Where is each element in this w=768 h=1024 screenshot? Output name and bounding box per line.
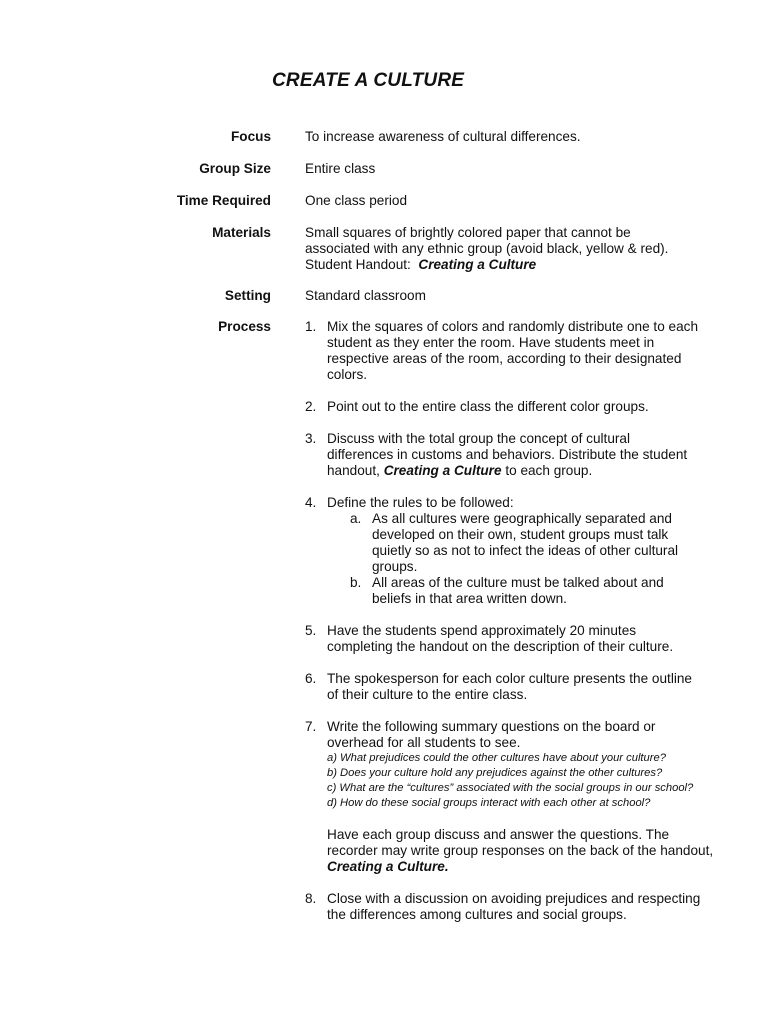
materials-label: Materials	[212, 225, 271, 240]
process-label: Process	[218, 319, 271, 334]
step-line: colors.	[327, 367, 368, 382]
step-number: 6.	[305, 671, 317, 686]
step-line: Have the students spend approximately 20 minutes	[327, 623, 637, 638]
setting-value: Standard classroom	[305, 288, 426, 303]
step-number: 7.	[305, 719, 317, 734]
paragraph-line: recorder may write group responses on the back of the handout,	[327, 843, 714, 858]
rule-line: All areas of the culture must be talked about and	[372, 575, 664, 590]
rule-letter: a.	[350, 511, 362, 526]
process-step	[305, 431, 755, 479]
time-required-label: Time Required	[176, 193, 271, 208]
setting-label: Setting	[224, 288, 271, 303]
focus-value: To increase awareness of cultural differences.	[305, 129, 581, 144]
rule-letter: b.	[350, 575, 362, 590]
process-step	[305, 495, 755, 607]
rule-line: beliefs in that area written down.	[372, 591, 567, 606]
step-number: 5.	[305, 623, 317, 638]
step-line: Mix the squares of colors and randomly distribute one to each	[327, 319, 699, 334]
rule-item	[350, 575, 755, 607]
materials-handout-line	[305, 257, 745, 273]
step-line: Define the rules to be followed:	[327, 495, 514, 510]
step-number: 1.	[305, 319, 317, 334]
process-steps	[305, 319, 755, 939]
step-line: respective areas of the room, according to their designated	[327, 351, 682, 366]
materials-line: Small squares of brightly colored paper that cannot be	[305, 225, 631, 240]
group-size-label: Group Size	[199, 161, 271, 176]
summary-question: d) How do these social groups interact with each other at school?	[327, 797, 651, 809]
time-required-value: One class period	[305, 193, 408, 208]
discussion-paragraph	[327, 827, 755, 875]
step-number: 3.	[305, 431, 317, 446]
process-step	[305, 719, 755, 875]
process-step	[305, 671, 755, 703]
step-line: Write the following summary questions on the board or	[327, 719, 656, 734]
rule-line: groups.	[372, 559, 418, 574]
process-step	[305, 399, 755, 415]
summary-question: a) What prejudices could the other cultures have about your culture?	[327, 752, 666, 764]
handout-title: Creating a Culture.	[327, 859, 449, 874]
step-line: of their culture to the entire class.	[327, 687, 528, 702]
step-line: Discuss with the total group the concept of cultural	[327, 431, 630, 446]
summary-question: c) What are the “cultures” associated with the social groups in our school?	[327, 782, 694, 794]
step-line-prefix: handout,	[327, 463, 380, 478]
process-step	[305, 319, 755, 383]
materials-handout-title: Creating a Culture	[418, 257, 537, 272]
rule-line: As all cultures were geographically separated and	[372, 511, 672, 526]
rule-line: quietly so as not to infect the ideas of other cultural	[372, 543, 679, 558]
step-number: 8.	[305, 891, 317, 906]
summary-question: b) Does your culture hold any prejudices against the other cultures?	[327, 767, 663, 779]
paragraph-line: Have each group discuss and answer the questions. The	[327, 827, 670, 842]
step-line: Point out to the entire class the different color groups.	[327, 399, 649, 414]
step-line-suffix: to each group.	[505, 463, 593, 478]
step-line: Close with a discussion on avoiding prejudices and respecting	[327, 891, 701, 906]
step-line: completing the handout on the description of their culture.	[327, 639, 674, 654]
rule-item	[350, 511, 755, 575]
step-number: 4.	[305, 495, 317, 510]
process-step	[305, 623, 755, 655]
step-line: the differences among cultures and social groups.	[327, 907, 627, 922]
focus-label: Focus	[230, 129, 271, 144]
step-line: overhead for all students to see.	[327, 735, 521, 750]
process-step	[305, 891, 755, 923]
rule-line: developed on their own, student groups must talk	[372, 527, 669, 542]
materials-value	[305, 225, 745, 273]
step-line: differences in customs and behaviors. Distribute the student	[327, 447, 688, 462]
handout-title: Creating a Culture	[383, 463, 502, 478]
step-line: student as they enter the room. Have students meet in	[327, 335, 655, 350]
document-title: CREATE A CULTURE	[272, 70, 465, 91]
step-line	[327, 463, 755, 479]
group-size-value: Entire class	[305, 161, 376, 176]
materials-line: associated with any ethnic group (avoid black, yellow & red).	[305, 241, 669, 256]
step-line: The spokesperson for each color culture presents the outline	[327, 671, 692, 686]
materials-handout-prefix: Student Handout:	[305, 257, 411, 272]
step-number: 2.	[305, 399, 317, 414]
